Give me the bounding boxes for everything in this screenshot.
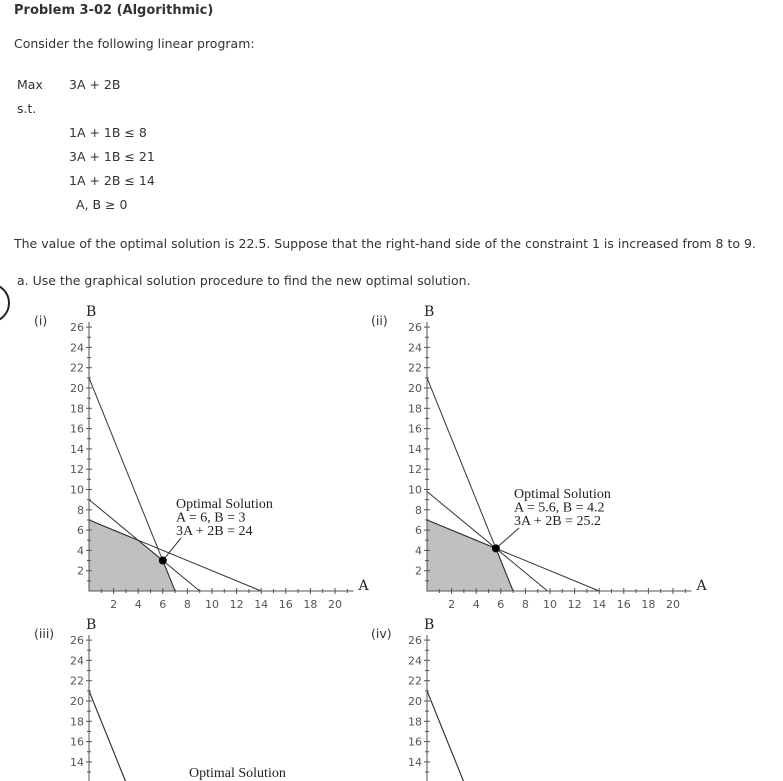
optimal-solution-annotation: A = 5.6, B = 4.2 [514, 500, 605, 516]
y-tick-label: 24 [70, 654, 84, 668]
constraint-line [427, 691, 464, 781]
optimal-solution-annotation: A = 6, B = 3 [176, 510, 246, 526]
y-tick-label: 10 [70, 483, 84, 497]
x-tick-label: 12 [567, 598, 582, 611]
y-tick-label: 24 [408, 341, 422, 355]
x-tick-label: 18 [641, 598, 656, 611]
x-tick-label: 6 [159, 598, 167, 611]
y-tick-label: 8 [415, 503, 422, 517]
y-axis-label: B [424, 617, 435, 634]
y-tick-label: 12 [70, 463, 84, 477]
y-tick-label: 20 [70, 382, 84, 395]
y-tick-label: 14 [408, 442, 422, 456]
y-tick-label: 22 [408, 674, 422, 688]
x-tick-label: 20 [666, 598, 680, 611]
x-tick-label: 14 [254, 598, 269, 611]
intro-text: Consider the following linear program: [14, 36, 255, 51]
y-tick-label: 2 [415, 564, 422, 578]
x-tick-label: 10 [543, 598, 557, 611]
y-tick-label: 22 [408, 361, 422, 375]
option-label-iii: (iii) [34, 626, 55, 641]
y-tick-label: 6 [77, 524, 84, 538]
x-tick-label: 14 [592, 598, 607, 611]
y-tick-label: 20 [70, 695, 84, 708]
y-tick-label: 26 [70, 321, 84, 335]
constraint-3: 1A + 2B ≤ 14 [69, 173, 155, 188]
constraint-1: 1A + 1B ≤ 8 [69, 125, 147, 140]
problem-statement: The value of the optimal solution is 22.5. Suppose that the right-hand side of the constraint 1 is increased from 8 to 9. [14, 236, 756, 251]
constraint-2: 3A + 1B ≤ 21 [69, 149, 155, 164]
y-axis-label: B [86, 617, 97, 634]
x-tick-label: 6 [497, 598, 505, 611]
x-axis-label: A [358, 578, 369, 594]
y-tick-label: 18 [408, 715, 422, 729]
x-tick-label: 2 [448, 598, 456, 611]
y-tick-label: 12 [408, 463, 422, 477]
y-tick-label: 20 [408, 382, 422, 395]
y-tick-label: 8 [77, 503, 84, 517]
y-tick-label: 26 [70, 634, 84, 648]
y-tick-label: 20 [408, 695, 422, 708]
optimal-solution-annotation: Optimal Solution [514, 487, 611, 502]
optimal-solution-annotation: 3A + 2B = 24 [176, 524, 253, 539]
y-tick-label: 24 [70, 341, 84, 355]
y-tick-label: 4 [415, 544, 422, 558]
x-tick-label: 4 [472, 598, 480, 611]
y-tick-label: 10 [408, 483, 422, 497]
y-axis-label: B [86, 304, 97, 321]
y-axis-label: B [424, 304, 435, 321]
y-tick-label: 22 [70, 361, 84, 375]
nonnegativity-constraint: A, B ≥ 0 [76, 197, 128, 212]
y-tick-label: 26 [408, 321, 422, 335]
y-tick-label: 16 [70, 422, 84, 436]
x-tick-label: 12 [229, 598, 244, 611]
y-tick-label: 24 [408, 654, 422, 668]
y-tick-label: 18 [70, 402, 84, 416]
y-tick-label: 16 [408, 422, 422, 436]
objective-expression: 3A + 2B [69, 77, 121, 92]
y-tick-label: 14 [70, 755, 84, 769]
x-tick-label: 16 [616, 598, 631, 611]
x-tick-label: 4 [134, 598, 142, 611]
y-tick-label: 26 [408, 634, 422, 648]
constraint-line [427, 691, 513, 781]
y-tick-label: 14 [70, 442, 84, 456]
x-tick-label: 18 [303, 598, 318, 611]
y-tick-label: 18 [70, 715, 84, 729]
y-tick-label: 2 [77, 564, 84, 578]
option-label-ii: (ii) [371, 313, 388, 328]
x-tick-label: 8 [521, 598, 529, 611]
option-label-iv: (iv) [371, 626, 392, 641]
optimal-solution-annotation: 3A + 2B = 25.2 [514, 514, 601, 529]
x-tick-label: 10 [205, 598, 219, 611]
optimal-solution-annotation: Optimal Solution [176, 497, 273, 512]
y-tick-label: 22 [70, 674, 84, 688]
question-a: a. Use the graphical solution procedure to find the new optimal solution. [17, 273, 471, 288]
objective-label: Max [17, 77, 43, 92]
x-tick-label: 16 [278, 598, 293, 611]
y-tick-label: 16 [408, 735, 422, 749]
optimal-solution-annotation: Optimal Solution [189, 766, 286, 781]
y-tick-label: 18 [408, 402, 422, 416]
subject-to-label: s.t. [17, 101, 37, 116]
x-axis-label: A [696, 578, 707, 594]
problem-title: Problem 3-02 (Algorithmic) [14, 3, 214, 18]
y-tick-label: 16 [70, 735, 84, 749]
y-tick-label: 4 [77, 544, 84, 558]
x-tick-label: 2 [110, 598, 118, 611]
x-tick-label: 8 [183, 598, 191, 611]
y-tick-label: 6 [415, 524, 422, 538]
y-tick-label: 14 [408, 755, 422, 769]
option-label-i: (i) [34, 313, 48, 328]
x-tick-label: 20 [328, 598, 342, 611]
